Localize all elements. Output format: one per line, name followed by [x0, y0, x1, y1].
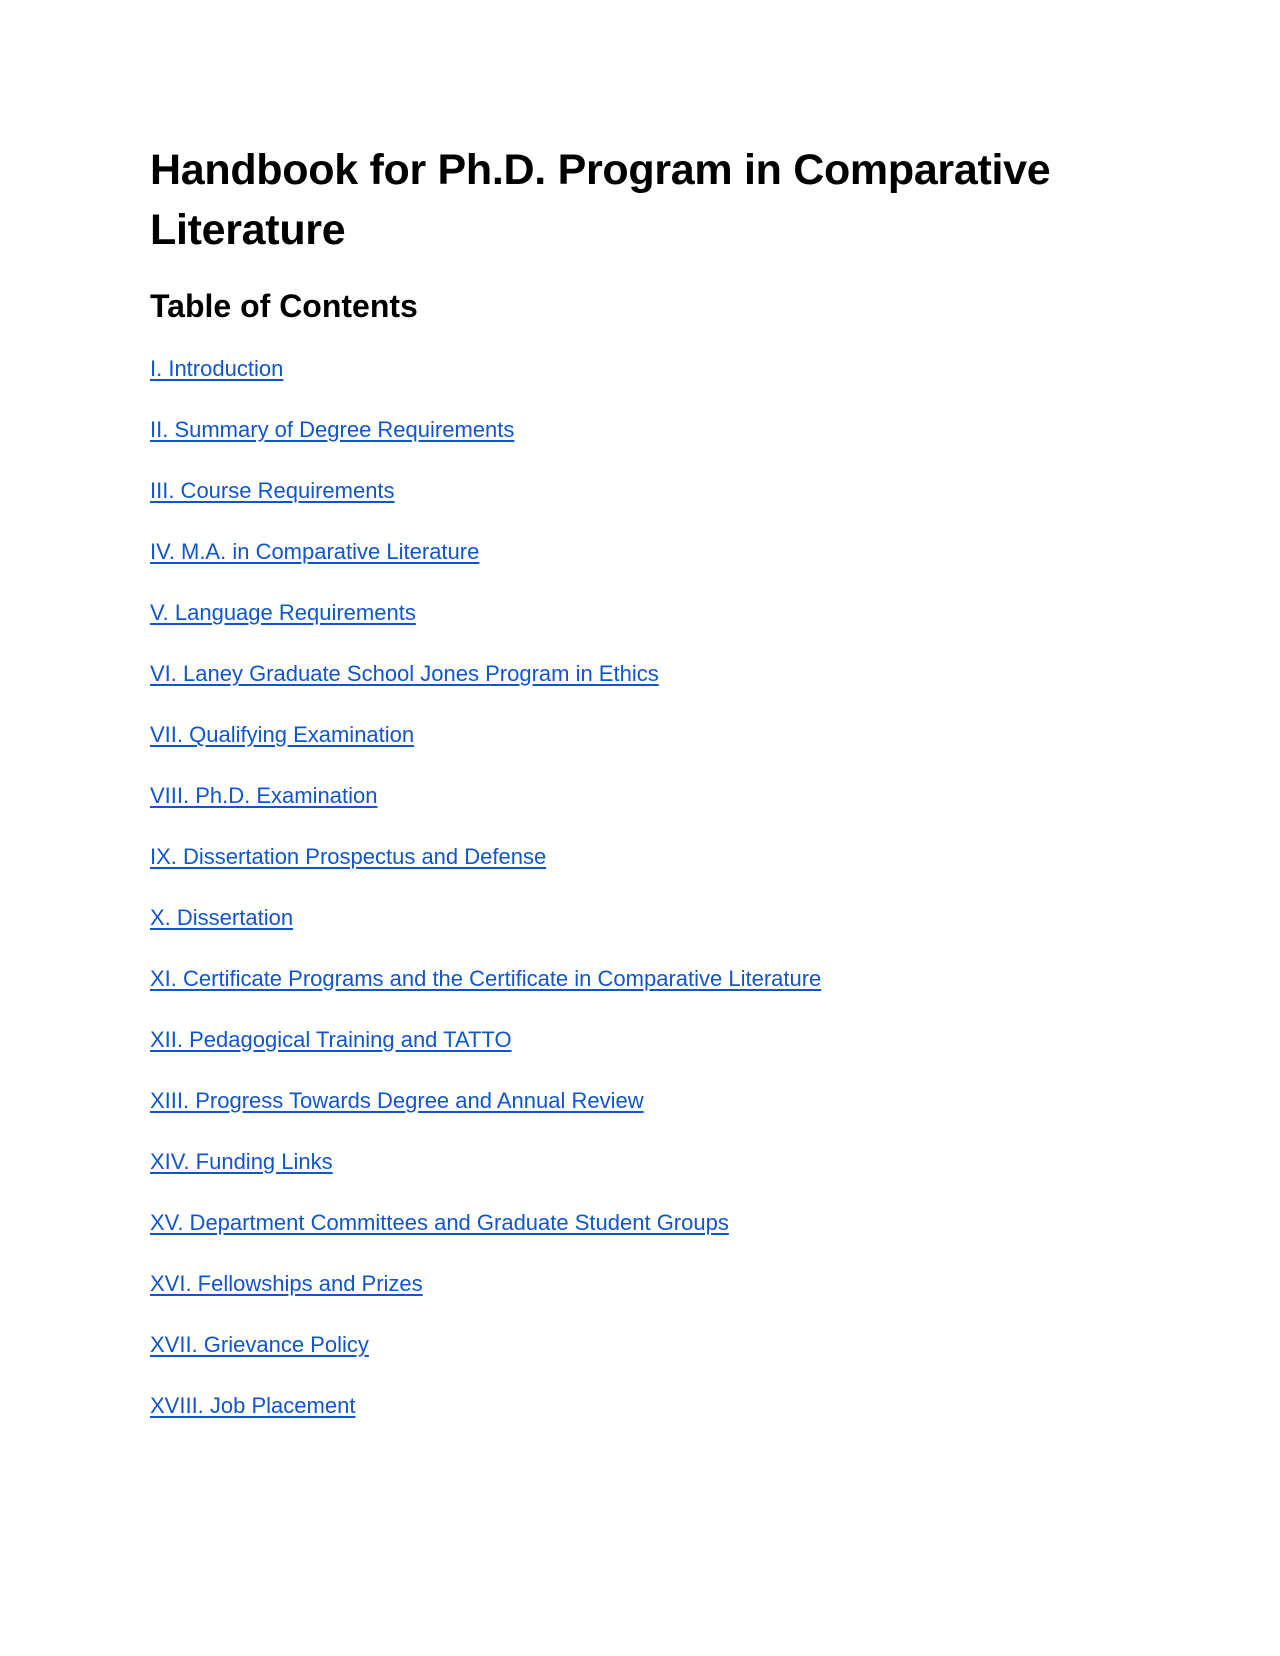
toc-link-summary-of-degree-requirements[interactable]: II. Summary of Degree Requirements: [150, 417, 515, 442]
toc-link-jones-program-in-ethics[interactable]: VI. Laney Graduate School Jones Program in Ethics: [150, 661, 659, 686]
toc-item: [150, 720, 1130, 781]
toc-item: [150, 1208, 1130, 1269]
toc-link-dissertation[interactable]: X. Dissertation: [150, 905, 294, 930]
toc-item: [150, 659, 1130, 720]
toc-item: [150, 476, 1130, 537]
toc-item: [150, 1147, 1130, 1208]
toc-link-progress-towards-degree[interactable]: XIII. Progress Towards Degree and Annual Review: [150, 1088, 644, 1113]
toc-item: [150, 964, 1130, 1025]
toc-link-department-committees[interactable]: XV. Department Committees and Graduate Student Groups: [150, 1210, 729, 1235]
toc-item: [150, 415, 1130, 476]
toc-link-introduction[interactable]: I. Introduction: [150, 356, 284, 381]
toc-link-fellowships-and-prizes[interactable]: XVI. Fellowships and Prizes: [150, 1271, 423, 1296]
document-title: Handbook for Ph.D. Program in Comparative Literature: [150, 146, 1051, 254]
toc-link-certificate-programs[interactable]: XI. Certificate Programs and the Certificate in Comparative Literature: [150, 966, 822, 991]
toc-heading: Table of Contents: [150, 288, 418, 324]
toc-link-grievance-policy[interactable]: XVII. Grievance Policy: [150, 1332, 369, 1357]
toc-item: [150, 1391, 1130, 1452]
toc-item: [150, 1330, 1130, 1391]
toc-item: [150, 842, 1130, 903]
toc-link-job-placement[interactable]: XVIII. Job Placement: [150, 1393, 356, 1418]
document-page: [150, 140, 1130, 1452]
toc-item: [150, 1086, 1130, 1147]
toc-link-ma-in-comparative-literature[interactable]: IV. M.A. in Comparative Literature: [150, 539, 480, 564]
toc-item: [150, 1269, 1130, 1330]
toc-link-phd-examination[interactable]: VIII. Ph.D. Examination: [150, 783, 378, 808]
toc-item: [150, 1025, 1130, 1086]
toc-item: [150, 781, 1130, 842]
toc-link-language-requirements[interactable]: V. Language Requirements: [150, 600, 416, 625]
table-of-contents: [150, 354, 1130, 1452]
toc-item: [150, 598, 1130, 659]
toc-link-qualifying-examination[interactable]: VII. Qualifying Examination: [150, 722, 415, 747]
toc-link-course-requirements[interactable]: III. Course Requirements: [150, 478, 395, 503]
toc-item: [150, 903, 1130, 964]
toc-item: [150, 537, 1130, 598]
toc-link-dissertation-prospectus-and-defense[interactable]: IX. Dissertation Prospectus and Defense: [150, 844, 547, 869]
toc-item: [150, 354, 1130, 415]
toc-link-pedagogical-training-and-tatto[interactable]: XII. Pedagogical Training and TATTO: [150, 1027, 512, 1052]
toc-link-funding-links[interactable]: XIV. Funding Links: [150, 1149, 333, 1174]
